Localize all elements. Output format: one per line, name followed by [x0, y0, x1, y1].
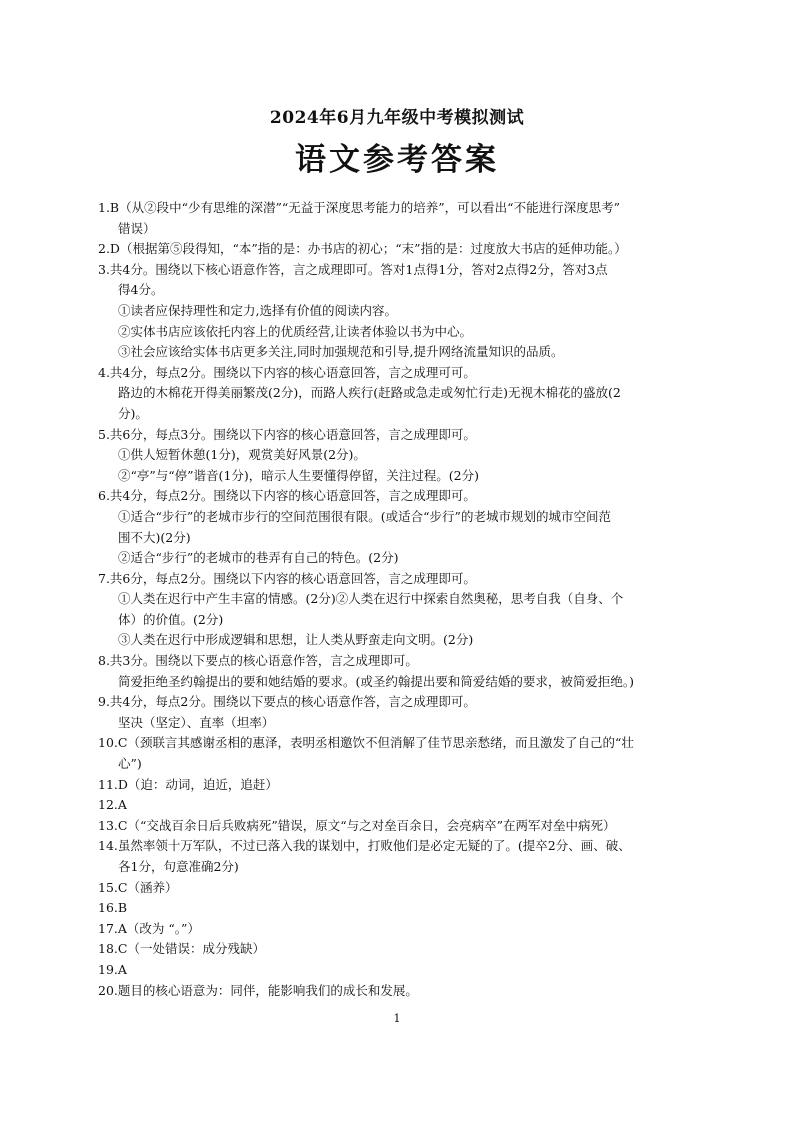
answer-line: ①供人短暂休憩(1分)，观赏美好风景(2分)。 — [118, 447, 366, 463]
answer-line: 心”) — [118, 756, 142, 772]
answer-line: 坚决（坚定）、直率（坦率） — [118, 714, 275, 730]
answer-line: ③人类在迟行中形成逻辑和思想，让人类从野蛮走向文明。(2分) — [118, 632, 474, 648]
answer-line: 路边的木棉花开得美丽繁茂(2分)，而路人疾行(赶路或急走或匆忙行走)无视木棉花的盛放(2 — [118, 385, 621, 401]
answer-line: 2.D（根据第⑤段得知，“本”指的是：办书店的初心；“末”指的是：过度放大书店的延伸功能。） — [98, 241, 627, 257]
answer-line: 简爱拒绝圣约翰提出的要和她结婚的要求。(或圣约翰提出要和简爱结婚的要求，被简爱拒绝。) — [118, 673, 635, 689]
answer-line: 16.B — [98, 900, 128, 916]
answer-list — [98, 198, 704, 1001]
answer-line: 各1分，句意准确2分) — [118, 859, 239, 874]
answer-line: 9.共4分，每点2分。围绕以下要点的核心语意作答，言之成理即可。 — [98, 694, 476, 710]
answer-line: 11.D（迫：动词，迫近，追赶） — [98, 776, 278, 792]
answer-line: ③社会应该给实体书店更多关注,同时加强规范和引导,提升网络流量知识的品质。 — [118, 344, 564, 360]
answer-line: 6.共4分，每点2分。围绕以下内容的核心语意回答，言之成理即可。 — [98, 488, 476, 504]
answer-line: ①人类在迟行中产生丰富的情感。(2分)②人类在迟行中探索自然奥秘，思考自我（自身、个 — [118, 591, 624, 607]
answer-line: ①适合“步行”的老城市步行的空间范围很有限。(或适合“步行”的老城市规划的城市空间范 — [118, 508, 611, 524]
answer-line: 13.C（“交战百余日后兵败病死”错误，原文“与之对垒百余日，会亮病卒”在两军对垒中病死） — [98, 817, 616, 833]
answer-line: 19.A — [98, 961, 127, 977]
answer-line: ②“亭”与“停”谐音(1分)，暗示人生要懂得停留，关注过程。(2分) — [118, 467, 479, 483]
answer-line: 15.C（涵养） — [98, 879, 178, 895]
answer-line: 错误） — [118, 220, 156, 236]
answer-line: ②适合“步行”的老城市的巷弄有自己的特色。(2分) — [118, 550, 399, 566]
answer-line: 1.B（从②段中“少有思维的深潜”“无益于深度思考能力的培养”，可以看出“不能进行深度思考” — [98, 200, 620, 215]
answer-line: ①读者应保持理性和定力,选择有价值的阅读内容。 — [118, 302, 397, 318]
answer-line: 18.C（一处错误：成分残缺） — [98, 941, 265, 957]
answer-line: 分)。 — [118, 405, 148, 421]
answer-line: 12.A — [98, 797, 127, 813]
answer-line: 8.共3分。围绕以下要点的核心语意作答，言之成理即可。 — [98, 653, 418, 669]
answer-line: 14.虽然率领十万军队，不过已落入我的谋划中，打败他们是必定无疑的了。(提卒2分、画、破、 — [98, 838, 631, 854]
answer-line: 3.共4分。围绕以下核心语意作答，言之成理即可。答对1点得1分，答对2点得2分，答对3点 — [98, 261, 608, 277]
answer-line: ②实体书店应该依托内容上的优质经营,让读者体验以书为中心。 — [118, 323, 472, 339]
answer-line: 10.C（颈联言其感谢丞相的惠泽，表明丞相邀饮不但消解了佳节思亲愁绪，而且激发了自己的“壮 — [98, 735, 634, 751]
exam-title: 2024年6月九年级中考模拟测试 — [269, 108, 525, 128]
answer-line: 4.共4分，每点2分。围绕以下内容的核心语意回答，言之成理可可。 — [98, 364, 476, 380]
answer-line: 17.A（改为 “。”） — [98, 920, 200, 936]
answer-line: 体）的价值。(2分) — [118, 611, 224, 627]
answer-line: 5.共6分，每点3分。围绕以下内容的核心语意回答，言之成理即可。 — [98, 426, 476, 442]
page-number: 1 — [393, 1012, 401, 1025]
document-title: 语文参考答案 — [295, 142, 499, 178]
answer-line: 20.题目的核心语意为：同伴，能影响我们的成长和发展。 — [98, 982, 418, 998]
answer-line: 7.共6分，每点2分。围绕以下内容的核心语意回答，言之成理即可。 — [98, 570, 476, 586]
answer-line: 得4分。 — [118, 282, 164, 298]
answer-line: 围不大)(2分) — [118, 529, 191, 545]
